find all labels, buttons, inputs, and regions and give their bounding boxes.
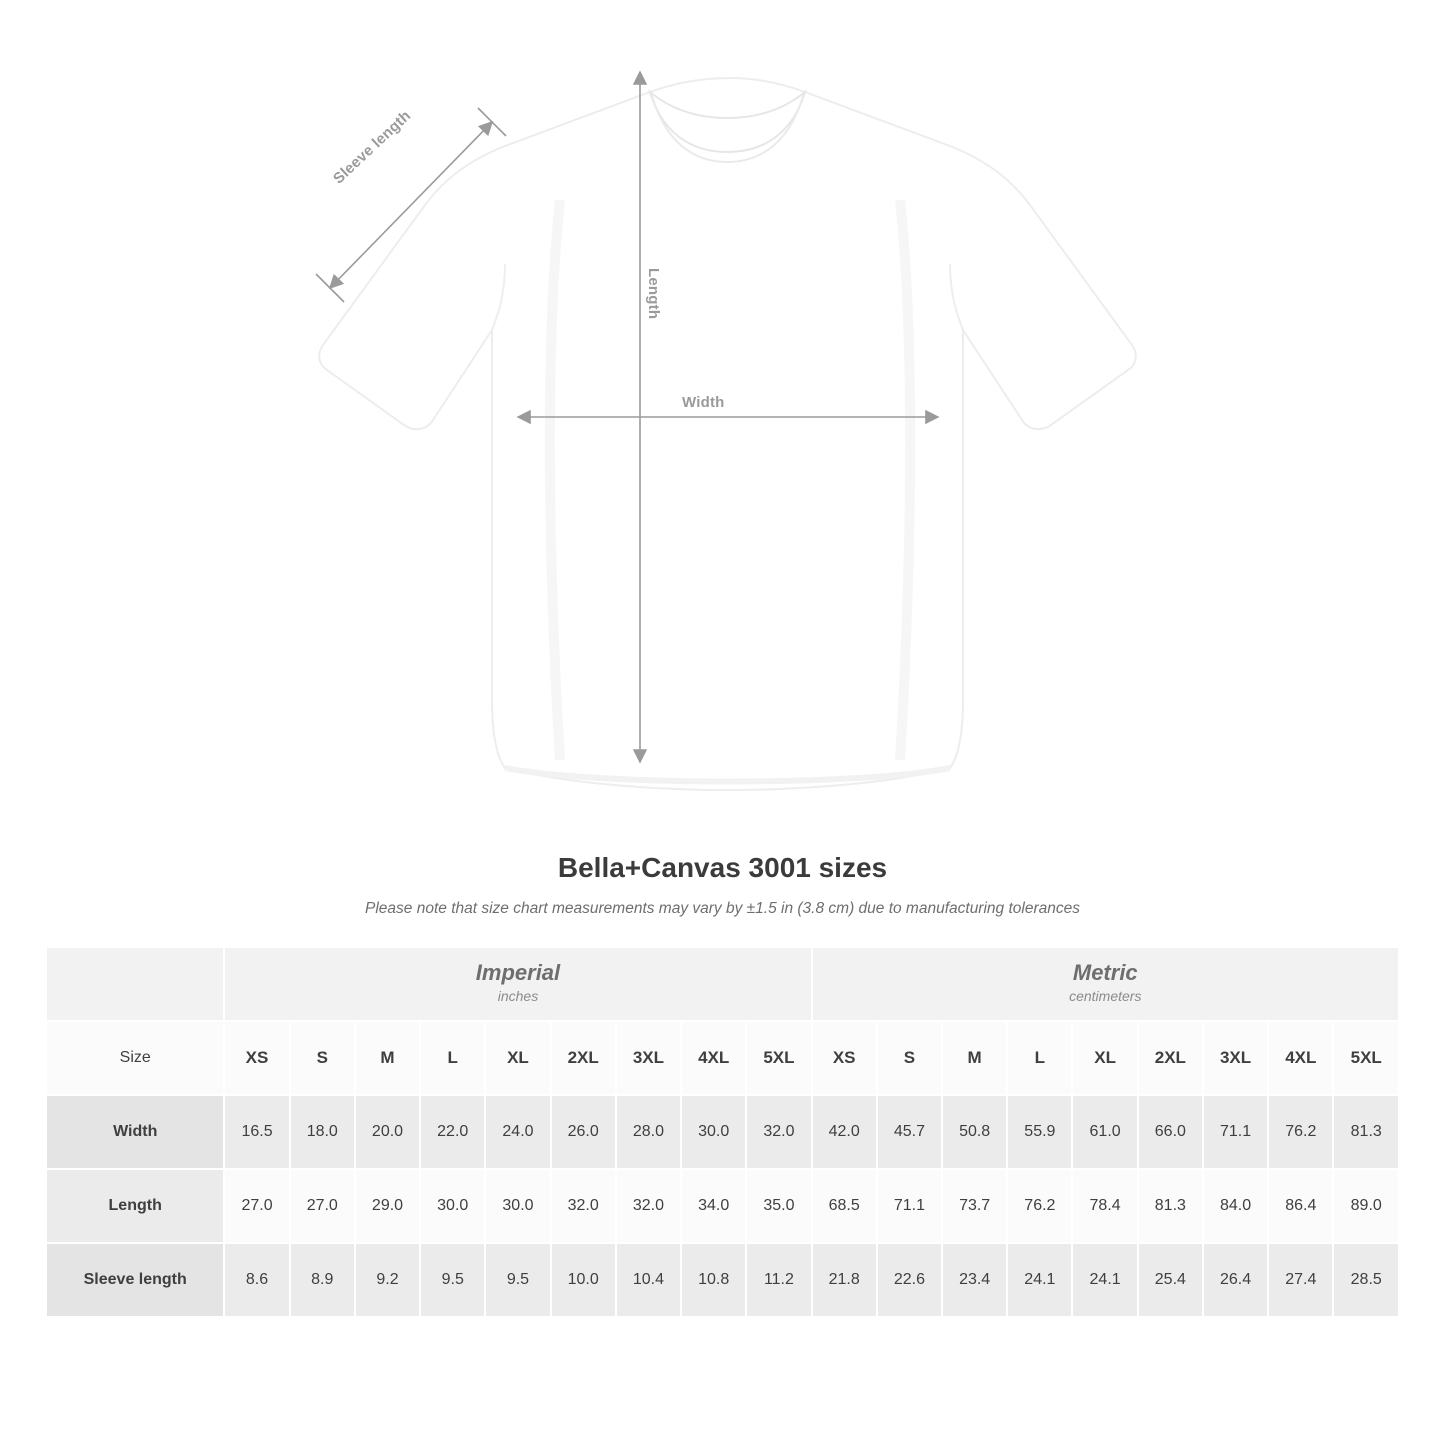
size-col-header: 5XL <box>1333 1021 1399 1095</box>
cell-width: 20.0 <box>355 1095 420 1169</box>
cell-sleeve: 26.4 <box>1203 1243 1268 1317</box>
cell-width: 45.7 <box>877 1095 942 1169</box>
cell-width: 66.0 <box>1138 1095 1203 1169</box>
table-corner-cell <box>46 947 224 1021</box>
size-col-header: XL <box>485 1021 550 1095</box>
row-header-width: Width <box>46 1095 224 1169</box>
size-col-header: XS <box>224 1021 289 1095</box>
size-col-header: XS <box>812 1021 877 1095</box>
row-header-sleeve-length: Sleeve length <box>46 1243 224 1317</box>
cell-length: 78.4 <box>1072 1169 1137 1243</box>
cell-length: 68.5 <box>812 1169 877 1243</box>
size-col-header: 2XL <box>1138 1021 1203 1095</box>
cell-sleeve: 24.1 <box>1072 1243 1137 1317</box>
cell-length: 86.4 <box>1268 1169 1333 1243</box>
cell-width: 16.5 <box>224 1095 289 1169</box>
cell-length: 81.3 <box>1138 1169 1203 1243</box>
cell-sleeve: 9.2 <box>355 1243 420 1317</box>
tolerance-note: Please note that size chart measurements may vary by ±1.5 in (3.8 cm) due to manufacturing tolerances <box>365 900 1080 917</box>
sleeve-length-label: Sleeve length <box>330 107 415 188</box>
cell-length: 89.0 <box>1333 1169 1399 1243</box>
page-title: Bella+Canvas 3001 sizes <box>557 852 888 883</box>
width-label: Width <box>676 394 731 411</box>
cell-sleeve: 10.8 <box>681 1243 746 1317</box>
cell-sleeve: 25.4 <box>1138 1243 1203 1317</box>
cell-width: 76.2 <box>1268 1095 1333 1169</box>
cell-length: 71.1 <box>877 1169 942 1243</box>
size-col-header: S <box>877 1021 942 1095</box>
size-col-header: S <box>290 1021 355 1095</box>
size-col-header: M <box>355 1021 420 1095</box>
cell-sleeve: 8.9 <box>290 1243 355 1317</box>
cell-sleeve: 28.5 <box>1333 1243 1399 1317</box>
cell-sleeve: 27.4 <box>1268 1243 1333 1317</box>
row-header-length: Length <box>46 1169 224 1243</box>
unit-name-metric: Metric <box>1072 960 1138 986</box>
cell-length: 84.0 <box>1203 1169 1268 1243</box>
unit-header-metric <box>812 947 1399 1021</box>
cell-width: 22.0 <box>420 1095 485 1169</box>
cell-length: 32.0 <box>616 1169 681 1243</box>
size-col-header: 4XL <box>1268 1021 1333 1095</box>
cell-sleeve: 10.4 <box>616 1243 681 1317</box>
unit-sub-imperial: inches <box>497 988 539 1005</box>
size-col-header: 3XL <box>1203 1021 1268 1095</box>
unit-name-imperial: Imperial <box>475 960 561 986</box>
size-table-wrapper <box>45 946 1400 1318</box>
cell-length: 29.0 <box>355 1169 420 1243</box>
size-col-header: XL <box>1072 1021 1137 1095</box>
cell-length: 34.0 <box>681 1169 746 1243</box>
cell-width: 55.9 <box>1007 1095 1072 1169</box>
cell-length: 27.0 <box>224 1169 289 1243</box>
cell-length: 30.0 <box>420 1169 485 1243</box>
cell-sleeve: 8.6 <box>224 1243 289 1317</box>
size-table <box>45 946 1400 1318</box>
cell-sleeve: 21.8 <box>812 1243 877 1317</box>
cell-length: 73.7 <box>942 1169 1007 1243</box>
cell-width: 18.0 <box>290 1095 355 1169</box>
cell-width: 26.0 <box>551 1095 616 1169</box>
cell-length: 35.0 <box>746 1169 811 1243</box>
table-row <box>46 1095 1399 1169</box>
length-label: Length <box>645 268 662 320</box>
cell-width: 30.0 <box>681 1095 746 1169</box>
size-col-header: 5XL <box>746 1021 811 1095</box>
cell-width: 42.0 <box>812 1095 877 1169</box>
cell-width: 24.0 <box>485 1095 550 1169</box>
cell-sleeve: 22.6 <box>877 1243 942 1317</box>
cell-sleeve: 10.0 <box>551 1243 616 1317</box>
cell-sleeve: 9.5 <box>420 1243 485 1317</box>
size-col-header: M <box>942 1021 1007 1095</box>
cell-sleeve: 9.5 <box>485 1243 550 1317</box>
unit-header-imperial <box>224 947 811 1021</box>
cell-length: 30.0 <box>485 1169 550 1243</box>
cell-width: 61.0 <box>1072 1095 1137 1169</box>
cell-sleeve: 11.2 <box>746 1243 811 1317</box>
size-col-header: L <box>420 1021 485 1095</box>
size-col-header: 2XL <box>551 1021 616 1095</box>
cell-sleeve: 24.1 <box>1007 1243 1072 1317</box>
size-col-header: 4XL <box>681 1021 746 1095</box>
size-header-row <box>46 1021 1399 1095</box>
unit-header-row <box>46 947 1399 1021</box>
cell-length: 32.0 <box>551 1169 616 1243</box>
cell-width: 81.3 <box>1333 1095 1399 1169</box>
cell-length: 76.2 <box>1007 1169 1072 1243</box>
size-col-header: 3XL <box>616 1021 681 1095</box>
cell-length: 27.0 <box>290 1169 355 1243</box>
table-row <box>46 1169 1399 1243</box>
cell-width: 28.0 <box>616 1095 681 1169</box>
cell-sleeve: 23.4 <box>942 1243 1007 1317</box>
cell-width: 32.0 <box>746 1095 811 1169</box>
cell-width: 50.8 <box>942 1095 1007 1169</box>
title-block <box>0 852 1445 918</box>
table-row <box>46 1243 1399 1317</box>
cell-width: 71.1 <box>1203 1095 1268 1169</box>
unit-sub-metric: centimeters <box>1069 988 1142 1005</box>
tshirt-shape <box>319 78 1136 790</box>
row-header-size: Size <box>46 1021 224 1095</box>
size-col-header: L <box>1007 1021 1072 1095</box>
